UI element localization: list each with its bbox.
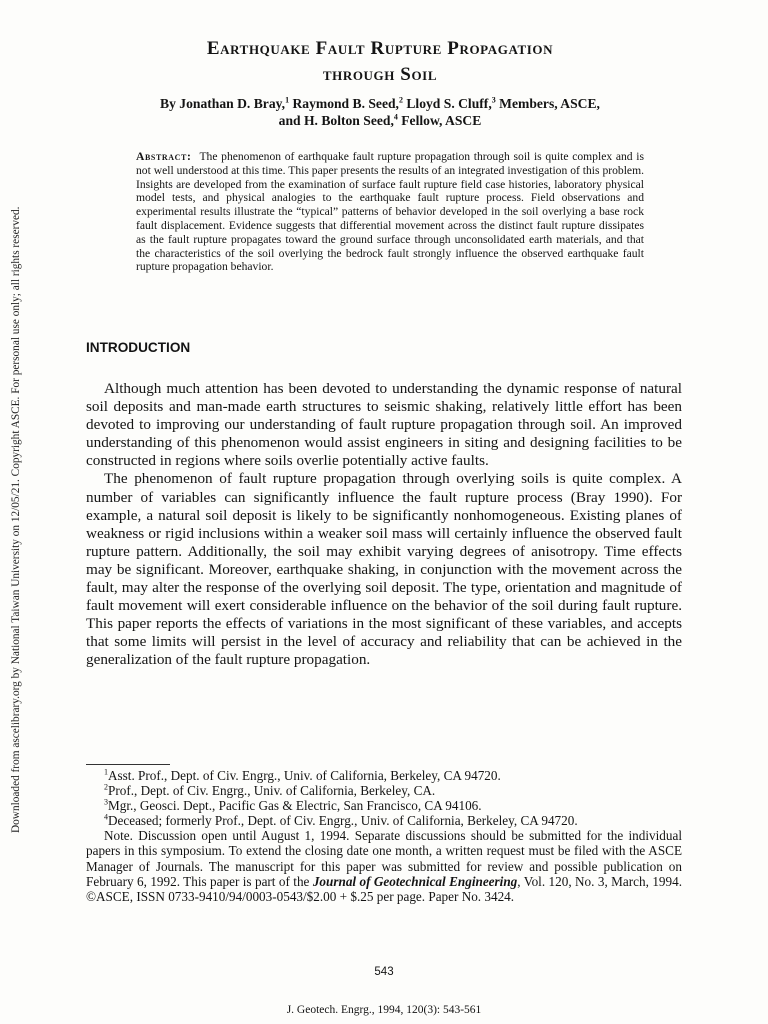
abstract-label: Abstract: — [136, 150, 192, 163]
footnote-marker: 1 — [285, 95, 290, 105]
paragraph: The phenomenon of fault rupture propagation through overlying soils is quite complex. A number of variables can significantly influence the fault rupture process (Bray 1990). For example, a natural soil deposit is likely to be significantly nonhomogeneous. Existing planes of weakness or rigid inclusions within a weaker soil mass will certainly influence the observed fault rupture pattern. Additionally, the soil may exhibit varying degrees of anisotropy. Time effects may be significant. Moreover, earthquake shaking, in conjunction with the movement across the fault, may alter the response of the overlying soil deposit. The type, orientation and magnitude of fault movement will exert considerable influence on the behavior of the soil during fault rupture. This paper reports the effects of variations in the most significant of these variables, and accepts that some limits will persist in the level of accuracy and reliability that can be achieved in the generalization of the fault rupture propagation. — [86, 470, 682, 669]
abstract-text: The phenomenon of earthquake fault rupture propagation through soil is quite complex and is not well understood at this time. This paper presents the results of an integrated investigation of this problem. Insights are developed from the examination of surface fault rupture field case histories, laboratory physical model tests, and physical analogies to the earthquake fault rupture process. Field observations and experimental results illustrate the “typical” patterns of behavior developed in the soil overlying a base rock fault displacement. Evidence suggests that differential movement across the distinct fault rupture dissipates as the fault rupture propagates toward the ground surface through unconsolidated earth materials, and that the characteristics of the soil overlying the bedrock fault strongly influence the observed earthquake fault rupture propagation behavior. — [136, 150, 644, 274]
journal-name: Journal of Geotechnical Engineering — [312, 873, 518, 889]
author-bray: By Jonathan D. Bray, — [160, 96, 286, 111]
paragraph: Although much attention has been devoted to understanding the dynamic response of natural soil deposits and man-made earth structures to seismic shaking, relatively little effort has been devoted to improving our understanding of fault rupture propagation through soil. An improved understanding of this phenomenon would assist engineers in siting and designing facilities to be constructed in regions where soils overlie potentially active faults. — [86, 380, 682, 470]
page-number: 543 — [374, 966, 394, 978]
introduction-body — [86, 380, 682, 670]
abstract — [136, 150, 644, 274]
author-line-2 — [90, 112, 670, 129]
note-text: , Vol. 120, No. 3, March, 1994. ©ASCE, ISSN 0733-9410/94/0003-0543/$2.00 + $.25 per page. Paper No. 3424. — [86, 873, 682, 904]
author-seed-rb: Raymond B. Seed, — [289, 96, 399, 111]
note-text: Note. Discussion open until August 1, 1994. Separate discussions should be submitted for the individual papers in this symposium. To extend the closing date one month, a written request must be filed with the ASCE Manager of Journals. The manuscript for this paper was submitted for review and possible publication on February 6, 1992. This paper is part of the — [86, 828, 682, 889]
title-line-1: Earthquake Fault Rupture Propagation — [206, 38, 554, 59]
author-line-1 — [90, 95, 670, 112]
footnote-text: Prof., Dept. of Civ. Engrg., Univ. of California, Berkeley, CA. — [108, 783, 436, 799]
author-membership: Members, ASCE, — [495, 96, 600, 111]
footnote-number: 2 — [104, 782, 108, 792]
footnote-number: 4 — [104, 812, 108, 822]
section-heading-introduction: INTRODUCTION — [86, 340, 191, 355]
footnote-4 — [86, 813, 682, 828]
discussion-note — [86, 828, 682, 903]
footnote-divider — [86, 764, 170, 765]
author-list — [90, 95, 670, 129]
author-fellowship: Fellow, ASCE — [397, 113, 482, 128]
footnote-marker: 3 — [491, 95, 496, 105]
footnote-text: Asst. Prof., Dept. of Civ. Engrg., Univ. of California, Berkeley, CA 94720. — [108, 768, 501, 783]
citation-footer: J. Geotech. Engrg., 1994, 120(3): 543-561 — [286, 1004, 482, 1016]
footnote-1 — [86, 768, 682, 783]
paper-title — [90, 36, 670, 88]
footnote-text: Mgr., Geosci. Dept., Pacific Gas & Electric, San Francisco, CA 94106. — [108, 798, 482, 814]
footnote-3 — [86, 798, 682, 813]
footnote-marker: 4 — [393, 112, 398, 122]
footnote-marker: 2 — [398, 95, 403, 105]
footnotes — [86, 768, 682, 904]
footnote-number: 1 — [104, 767, 108, 777]
footnote-text: Deceased; formerly Prof., Dept. of Civ. Engrg., Univ. of California, Berkeley, CA 94720. — [108, 813, 578, 829]
download-notice: Downloaded from ascelibrary.org by National Taiwan University on 12/05/21. Copyright ASCE. For personal use only; all rights reserved. — [10, 206, 22, 834]
author-cluff: Lloyd S. Cluff, — [402, 96, 492, 111]
title-line-2: through Soil — [322, 64, 438, 85]
footnote-2 — [86, 783, 682, 798]
author-seed-hb: and H. Bolton Seed, — [278, 113, 394, 128]
footnote-number: 3 — [104, 797, 108, 807]
